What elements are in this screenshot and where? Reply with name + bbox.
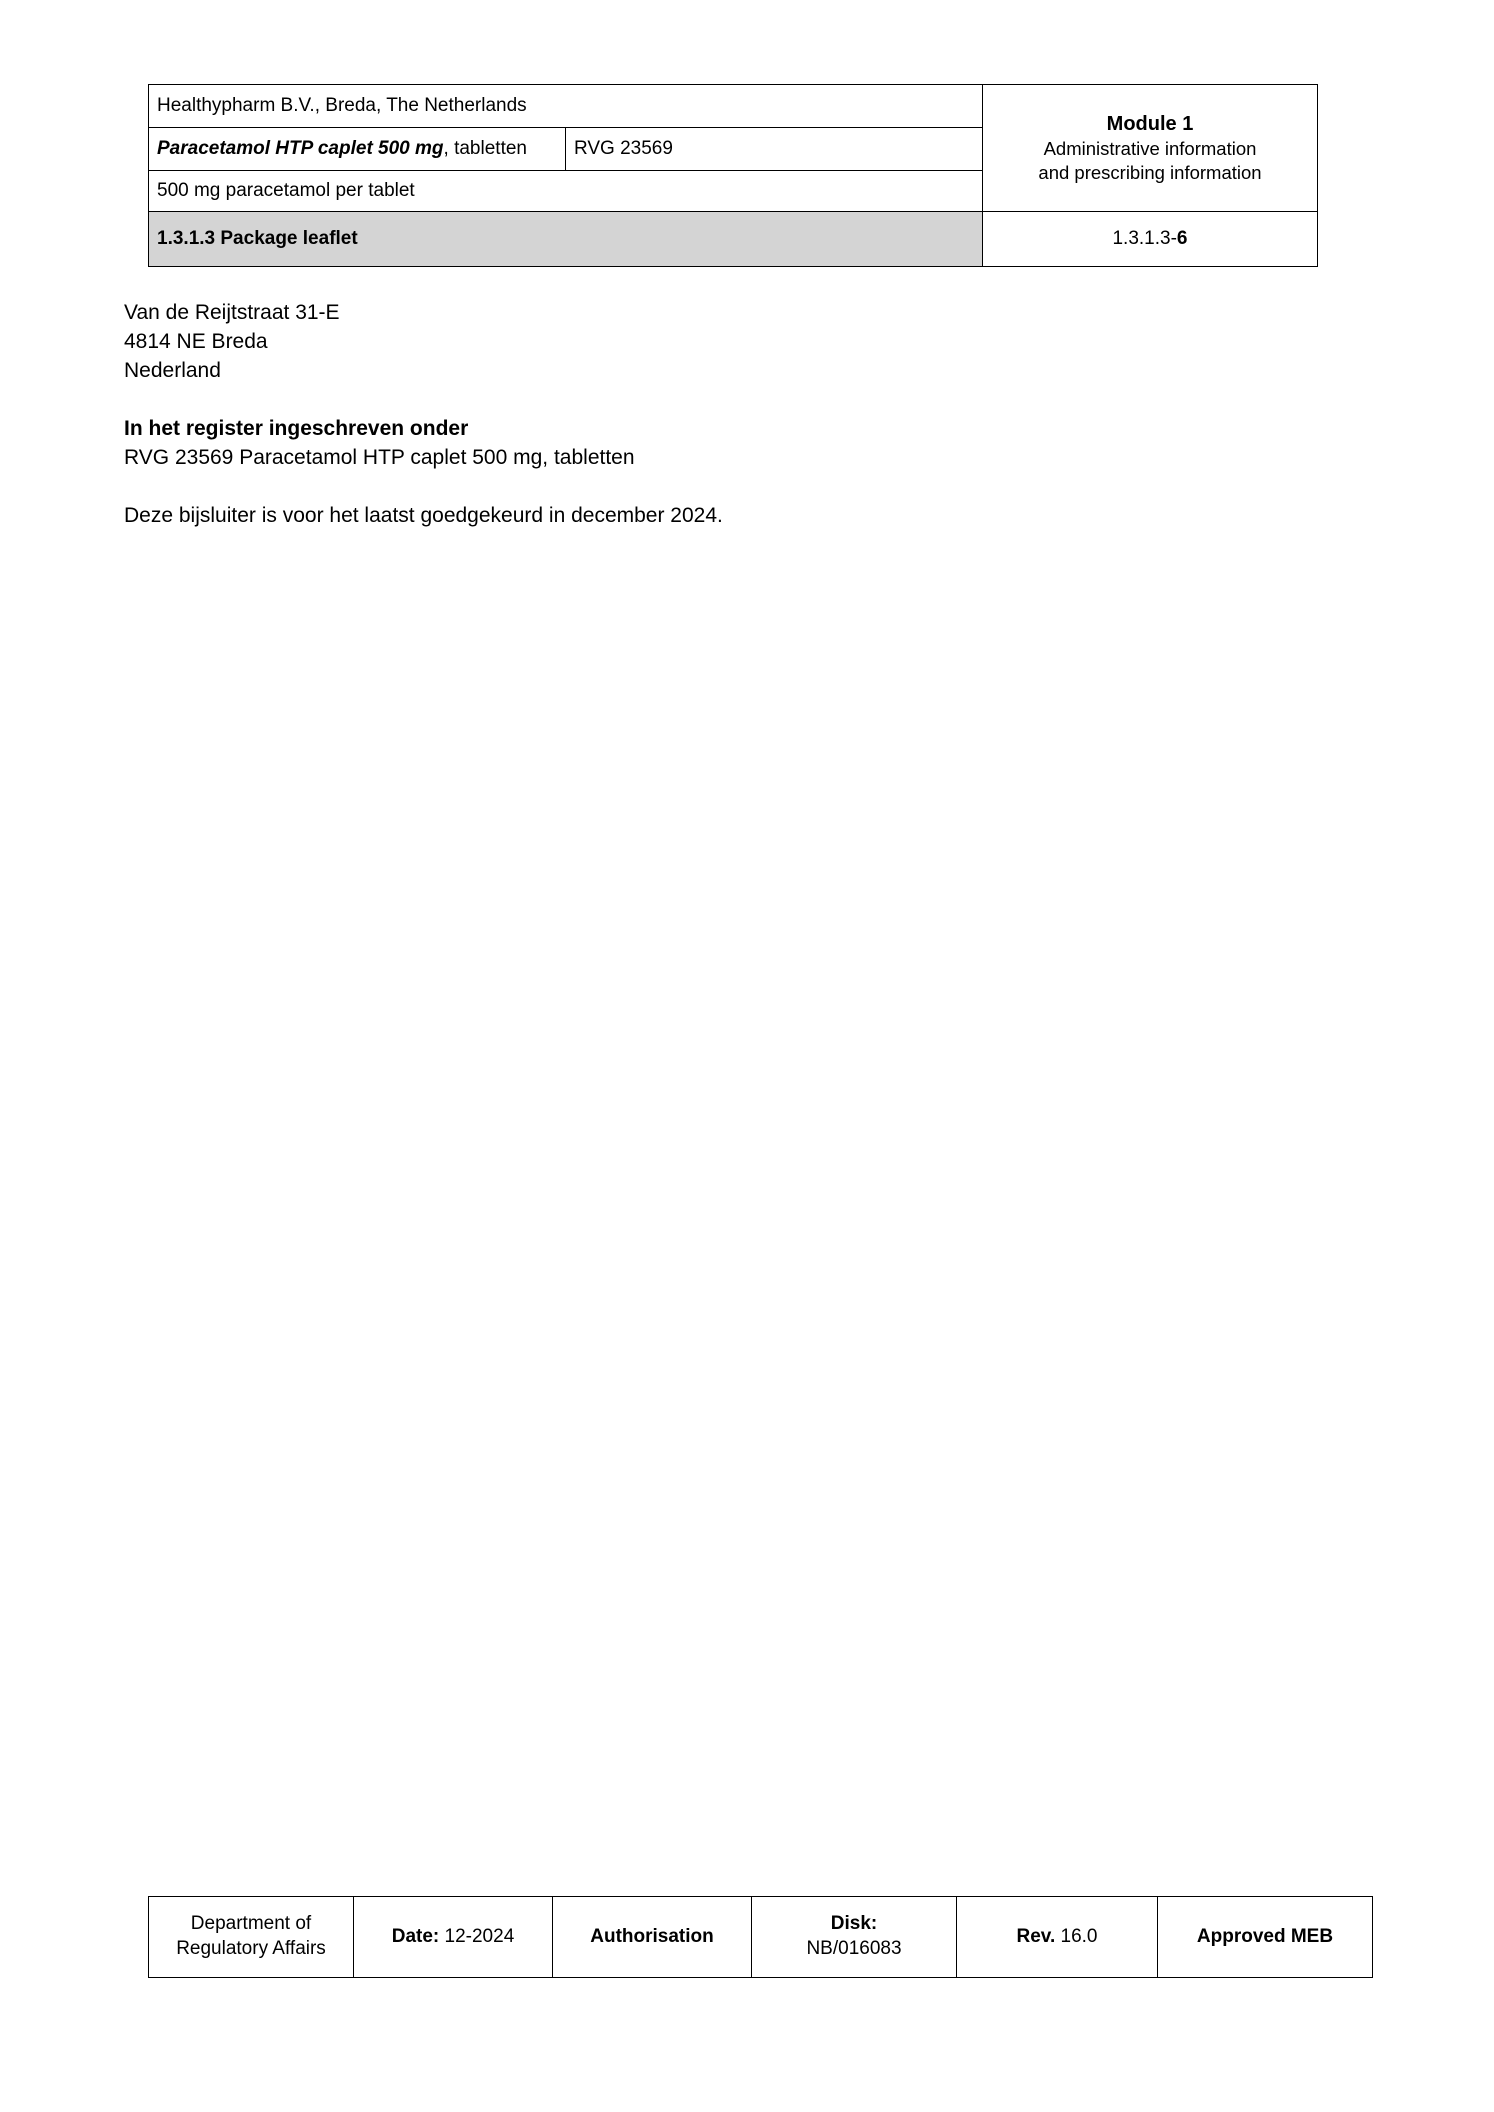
footer-revision (957, 1897, 1158, 1978)
document-footer-table (148, 1896, 1373, 1978)
footer-disk-label: Disk: (830, 1913, 878, 1935)
document-body (124, 298, 1274, 530)
approval-text: Deze bijsluiter is voor het laatst goedgekeurd in december 2024. (124, 504, 723, 527)
header-company: Healthypharm B.V., Breda, The Netherlands (149, 85, 983, 128)
header-module-sub-line1: Administrative information (1043, 138, 1257, 160)
register-heading: In het register ingeschreven onder (124, 417, 469, 440)
address-line-2: 4814 NE Breda (124, 330, 268, 353)
header-rvg-number: RVG 23569 (566, 128, 983, 171)
header-module-cell (983, 85, 1318, 212)
header-row-company (149, 85, 1318, 128)
footer-date-label: Date: (391, 1925, 440, 1947)
footer-rev-label: Rev. (1016, 1925, 1056, 1947)
header-page-number (983, 212, 1318, 267)
footer-department-line1: Department of (190, 1913, 312, 1935)
footer-rev-value: 16.0 (1055, 1925, 1098, 1947)
header-page-number-value: 6 (1176, 228, 1188, 250)
footer-row (149, 1897, 1373, 1978)
footer-approved (1158, 1897, 1373, 1978)
header-section-title: 1.3.1.3 Package leaflet (149, 212, 983, 267)
header-product-name: Paracetamol HTP caplet 500 mg (157, 138, 444, 160)
header-product-cell (149, 128, 566, 171)
footer-date (354, 1897, 553, 1978)
spacer-1 (124, 385, 1274, 414)
footer-department-line2: Regulatory Affairs (176, 1938, 326, 1959)
header-product-form: , tabletten (443, 138, 527, 160)
header-module-title: Module 1 (1106, 113, 1194, 136)
address-line-3: Nederland (124, 359, 221, 382)
footer-department (149, 1897, 354, 1978)
header-row-section (149, 212, 1318, 267)
footer-disk (752, 1897, 957, 1978)
footer-authorisation-label: Authorisation (590, 1925, 714, 1947)
spacer-2 (124, 472, 1274, 501)
document-header-table (148, 84, 1318, 267)
register-value: RVG 23569 Paracetamol HTP caplet 500 mg, tabletten (124, 446, 635, 469)
header-strength: 500 mg paracetamol per tablet (149, 171, 983, 212)
footer-date-value: 12-2024 (439, 1925, 515, 1947)
header-module-sub-line2: and prescribing information (1038, 161, 1262, 183)
footer-approved-label: Approved MEB (1196, 1925, 1334, 1947)
address-line-1: Van de Reijtstraat 31-E (124, 301, 340, 324)
footer-authorisation (553, 1897, 752, 1978)
footer-disk-value: NB/016083 (806, 1938, 902, 1959)
header-page-number-prefix: 1.3.1.3- (1112, 228, 1177, 250)
